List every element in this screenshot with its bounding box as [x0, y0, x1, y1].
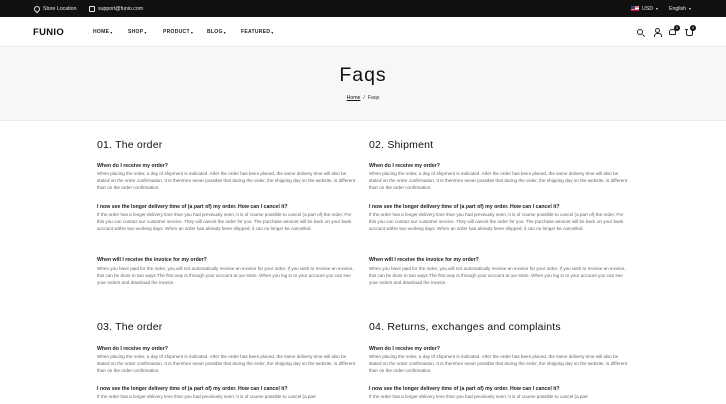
top-bar	[0, 0, 726, 17]
language-selector[interactable]	[669, 0, 691, 17]
faq-answer: If the order has a longer delivery time than you had previously seen, it is of course possible to cancel (a part	[97, 394, 316, 399]
map-pin-icon	[33, 4, 41, 12]
user-icon[interactable]	[653, 28, 660, 36]
nav-shop-label: SHOP	[128, 29, 144, 35]
faq-answer: When you have paid for the order, you will not automatically receive an invoice for your order. If you wish to receive an invoice, this can be done in two ways:The first way is through your account at our store. When you log in to your account you can see your orders and download the invoice.	[97, 266, 354, 285]
faq-section-title: 04. Returns, exchanges and complaints	[369, 321, 561, 333]
wishlist-count-badge: 0	[675, 26, 679, 30]
faq-question: When do I receive my order?	[369, 163, 440, 169]
main-header	[0, 17, 726, 47]
faq-answer: If the order has a longer delivery time than you had previously seen, it is of course possible to cancel (a part of) the order. For this you can contact our customer service. They will cancel the order for you. The purchase amount will be back on your bank account within two working days. When an order has already been shipped, it can no longer be cancelled.	[369, 212, 624, 231]
chevron-down-icon: ▾	[144, 29, 147, 35]
faq-question: When do I receive my order?	[369, 346, 440, 352]
breadcrumb-separator: /	[363, 95, 365, 101]
breadcrumb	[0, 95, 726, 101]
chevron-down-icon: ▾	[110, 29, 113, 35]
nav-blog-label: BLOG	[207, 29, 223, 35]
chevron-down-icon: ▾	[223, 29, 226, 35]
nav-home[interactable]	[93, 29, 113, 35]
chevron-down-icon: ▾	[271, 29, 274, 35]
faq-question: When will I receive the invoice for my order?	[369, 257, 479, 263]
support-email-label: support@funio.com	[98, 5, 144, 12]
faq-question: I now see the longer delivery time of (a part of) my order. How can I cancel it?	[369, 204, 560, 210]
faq-section-title: 01. The order	[97, 139, 163, 151]
cart-count-badge: 0	[691, 26, 695, 30]
faq-answer: When placing the order, a day of shipment is indicated. After the order has been placed, the same delivery time will also be stated on the order confirmation. It is therefore never possible that during the order, the shipping day on the website, is different than on the order confirmation.	[97, 354, 356, 373]
faq-question: When will I receive the invoice for my order?	[97, 257, 207, 263]
store-location-link[interactable]	[34, 0, 76, 17]
support-email-link[interactable]	[89, 0, 143, 17]
chevron-down-icon: ▾	[655, 6, 658, 11]
nav-blog[interactable]	[207, 29, 226, 35]
nav-featured[interactable]	[241, 29, 274, 35]
nav-shop[interactable]	[128, 29, 147, 35]
faq-answer: If the order has a longer delivery time than you had previously seen, it is of course possible to cancel (a part	[369, 394, 588, 399]
header-icons	[636, 28, 696, 37]
us-flag-icon	[631, 6, 639, 11]
faq-question: I now see the longer delivery time of (a part of) my order. How can I cancel it?	[369, 386, 560, 392]
chevron-down-icon: ▾	[190, 29, 194, 35]
faq-answer: When placing the order, a day of shipment is indicated. After the order has been placed, the same delivery time will also be stated on the order confirmation. It is therefore never possible that during the order, the shipping day on the website, is different than on the order confirmation.	[97, 171, 356, 190]
faq-section-title: 02. Shipment	[369, 139, 434, 151]
faq-answer: When placing the order, a day of shipment is indicated. After the order has been placed, the same delivery time will also be stated on the order confirmation. It is therefore never possible that during the order, the shipping day on the website, is different than on the order confirmation.	[369, 354, 628, 373]
language-label: English	[669, 5, 687, 12]
nav-product[interactable]	[163, 29, 193, 35]
breadcrumb-home-link[interactable]: Home	[346, 95, 361, 101]
store-location-label: Store Location	[43, 5, 77, 12]
site-logo[interactable]: FUNIO	[33, 27, 65, 38]
mail-icon	[89, 6, 95, 12]
search-icon[interactable]	[637, 29, 643, 35]
nav-product-label: PRODUCT	[163, 29, 190, 35]
faq-answer: When placing the order, a day of shipment is indicated. After the order has been placed, the same delivery time will also be stated on the order confirmation. It is therefore never possible that during the order, the shipping day on the website, is different than on the order confirmation.	[369, 171, 628, 190]
currency-label: USD	[642, 5, 653, 12]
faq-answer: When you have paid for the order, you will not automatically receive an invoice for your order. If you wish to receive an invoice, this can be done in two ways:The first way is through your account at our store. When you log in to your account you can see your orders and download the invoice.	[369, 266, 626, 285]
page-title: Faqs	[339, 64, 387, 86]
breadcrumb-current: Faqs	[367, 95, 380, 101]
faq-question: When do I receive my order?	[97, 163, 168, 169]
nav-home-label: HOME	[93, 29, 110, 35]
faq-answer: If the order has a longer delivery time than you had previously seen, it is of course possible to cancel (a part of) the order. For this you can contact our customer service. They will cancel the order for you. The purchase amount will be back on your bank account within two working days. When an order has already been shipped, it can no longer be cancelled.	[97, 212, 352, 231]
nav-featured-label: FEATURED	[241, 29, 271, 35]
faq-question: I now see the longer delivery time of (a part of) my order. How can I cancel it?	[97, 204, 288, 210]
faq-question: When do I receive my order?	[97, 346, 168, 352]
currency-selector[interactable]	[631, 0, 658, 17]
chevron-down-icon: ▾	[689, 6, 692, 11]
page-banner	[0, 47, 726, 121]
faq-section-title: 03. The order	[97, 321, 163, 333]
faq-question: I now see the longer delivery time of (a part of) my order. How can I cancel it?	[97, 386, 288, 392]
